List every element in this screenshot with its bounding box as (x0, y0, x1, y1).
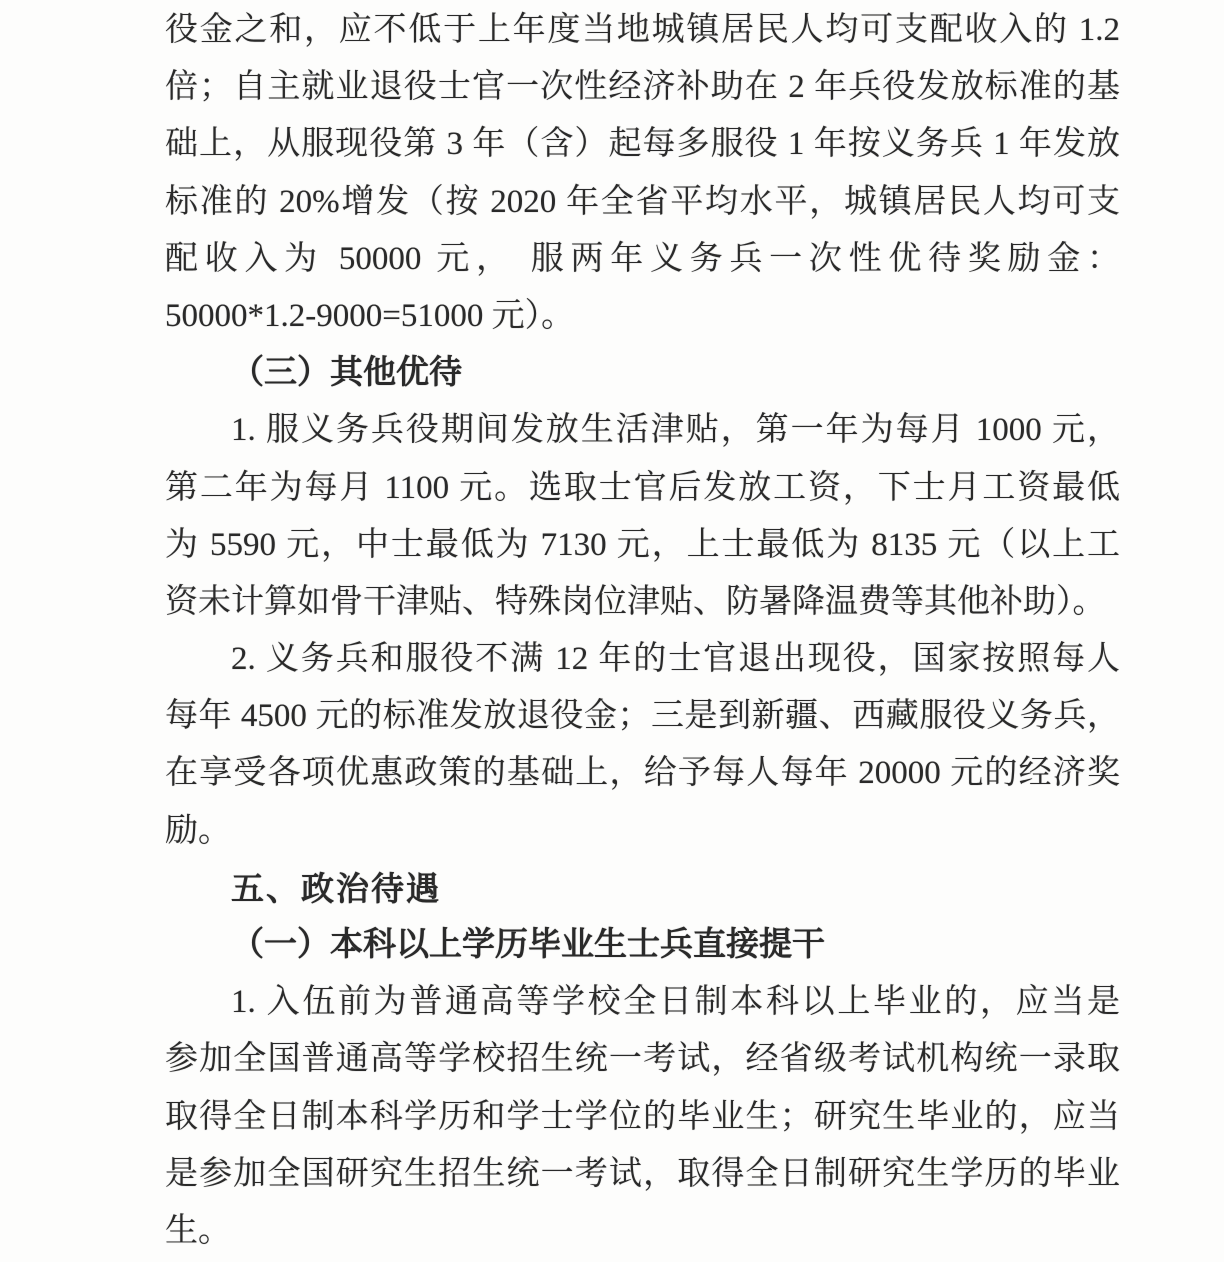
para-severance-calculation-line-5: 配收入为 50000 元， 服两年义务兵一次性优待奖励金： (165, 240, 1120, 277)
para-living-allowance-and-wages-line-3: 为 5590 元，中士最低为 7130 元，上士最低为 8135 元（以上工 (165, 526, 1120, 563)
heading-direct-promotion: （一）本科以上学历毕业生士兵直接提干 (231, 927, 825, 963)
para-retirement-pay-line-3: 在享受各项优惠政策的基础上，给予每人每年 20000 元的经济奖 (165, 755, 1120, 792)
document-body (165, 0, 1120, 1260)
para-living-allowance-and-wages-line-1: 1. 服义务兵役期间发放生活津贴，第一年为每月 1000 元， (231, 412, 1120, 449)
heading-other-benefits: （三）其他优待 (231, 355, 462, 392)
heading-political-treatment: 五、政治待遇 (231, 869, 441, 907)
para-retirement-pay-line-2: 每年 4500 元的标准发放退役金；三是到新疆、西藏服役义务兵， (165, 698, 1120, 735)
para-severance-calculation-line-1: 役金之和，应不低于上年度当地城镇居民人均可支配收入的 1.2 (165, 12, 1120, 48)
para-promotion-eligibility-line-2: 参加全国普通高等学校招生统一考试，经省级考试机构统一录取 (165, 1041, 1120, 1078)
para-promotion-eligibility-line-5: 生。 (165, 1212, 231, 1249)
para-promotion-eligibility-line-4: 是参加全国研究生招生统一考试，取得全日制研究生学历的毕业 (165, 1155, 1120, 1192)
para-living-allowance-and-wages-line-4: 资未计算如骨干津贴、特殊岗位津贴、防暑降温费等其他补助）。 (165, 583, 1106, 620)
para-severance-calculation-line-2: 倍；自主就业退役士官一次性经济补助在 2 年兵役发放标准的基 (165, 69, 1120, 106)
para-retirement-pay-line-4: 励。 (165, 812, 231, 849)
para-living-allowance-and-wages-line-2: 第二年为每月 1100 元。选取士官后发放工资，下士月工资最低 (165, 469, 1120, 506)
para-promotion-eligibility-line-1: 1. 入伍前为普通高等学校全日制本科以上毕业的，应当是 (231, 984, 1120, 1021)
para-promotion-eligibility-line-3: 取得全日制本科学历和学士学位的毕业生；研究生毕业的，应当 (165, 1098, 1120, 1135)
para-severance-calculation-line-6: 50000*1.2-9000=51000 元）。 (165, 297, 575, 334)
para-severance-calculation-line-3: 础上，从服现役第 3 年（含）起每多服役 1 年按义务兵 1 年发放 (165, 126, 1120, 163)
para-severance-calculation-line-4: 标准的 20%增发（按 2020 年全省平均水平，城镇居民人均可支 (165, 183, 1120, 220)
para-retirement-pay-line-1: 2. 义务兵和服役不满 12 年的士官退出现役，国家按照每人 (231, 641, 1120, 678)
